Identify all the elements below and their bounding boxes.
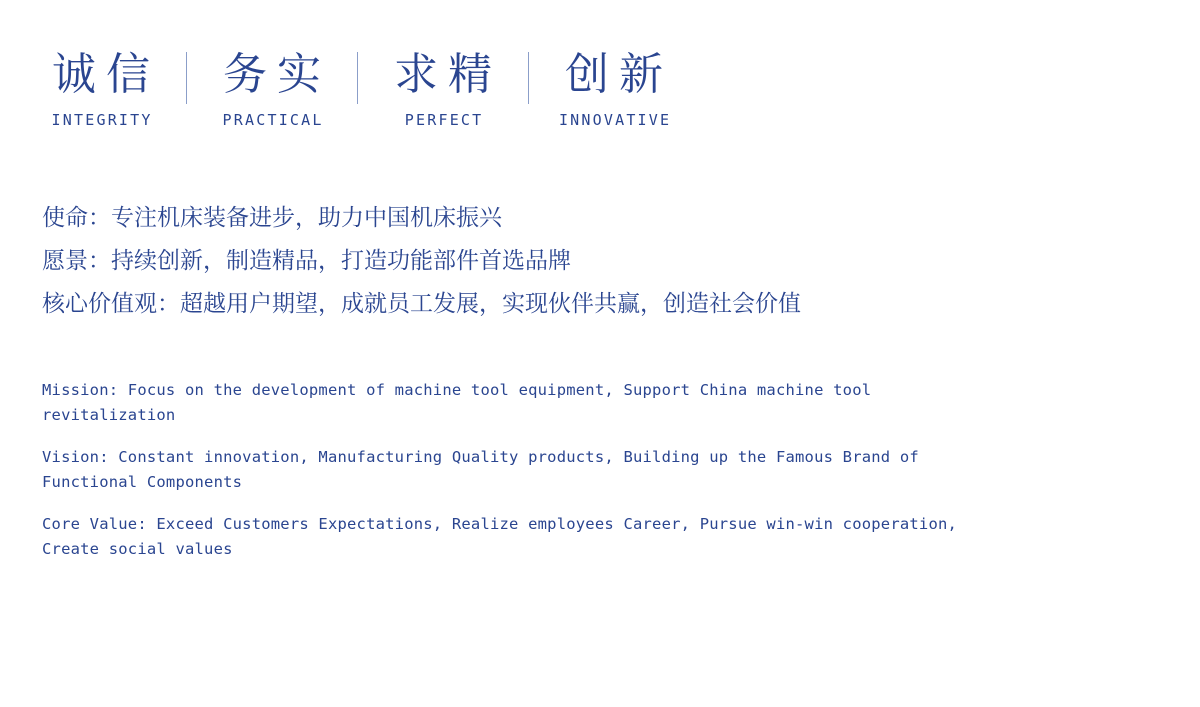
mission-line-cn: 使命：专注机床装备进步，助力中国机床振兴 [42,204,502,230]
slogan-english: INTEGRITY [51,111,153,129]
vision-paragraph-en: Vision: Constant innovation, Manufacturing Quality products, Building up the Famous Brand of Functional Components [42,448,919,491]
slogan-item-innovative [529,48,699,130]
slogan-chinese: 求精 [394,50,502,99]
slogan-english: PRACTICAL [222,111,324,129]
core-value-paragraph-en: Core Value: Exceed Customers Expectations, Realize employees Career, Pursue win-win cooperation, Create social values [42,515,958,558]
slogan-item-integrity [42,48,186,130]
slogan-english: PERFECT [404,111,484,129]
slogan-chinese: 诚信 [52,50,160,99]
slogan-chinese: 创新 [565,50,673,99]
vision-line-cn: 愿景：持续创新，制造精品，打造功能部件首选品牌 [42,247,571,273]
slogan-band [42,48,699,130]
core-value-line-cn: 核心价值观：超越用户期望，成就员工发展，实现伙伴共赢，创造社会价值 [42,290,801,316]
mission-paragraph-en: Mission: Focus on the development of machine tool equipment, Support China machine tool revitalization [42,381,872,424]
slogan-item-practical [187,48,357,130]
chinese-statements [42,196,1142,325]
slogan-item-perfect [358,48,528,130]
slogan-english: INNOVATIVE [558,111,672,129]
english-statements [42,378,982,562]
slogan-chinese: 务实 [223,50,331,99]
